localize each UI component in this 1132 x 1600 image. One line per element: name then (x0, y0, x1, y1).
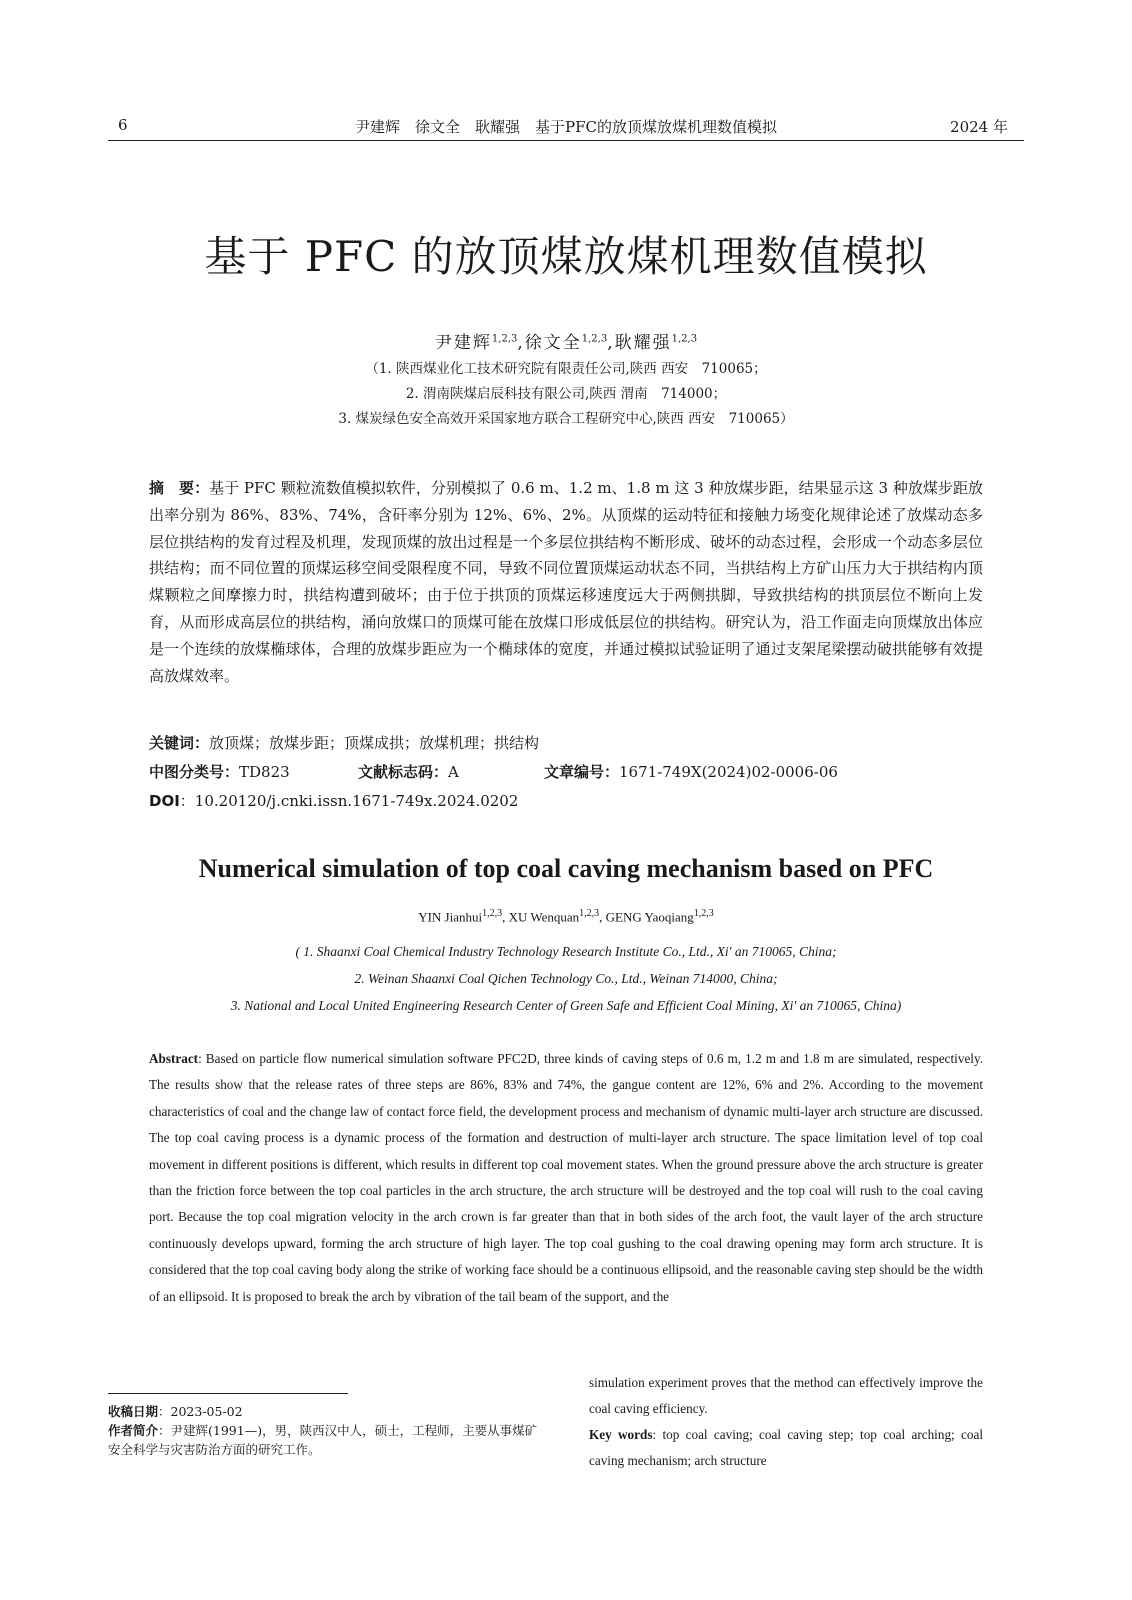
affiliation-en: ( 1. Shaanxi Coal Chemical Industry Technology Research Institute Co., Ltd., Xi' an 710065, China; (295, 944, 837, 959)
document-code: A (448, 763, 459, 781)
abstract-label-en: Abstract (149, 1051, 199, 1066)
author-list-cn: 尹建辉$^{1,2,3}$,徐文全$^{1,2,3}$,耿耀强$^{1,2,3}$ (434, 333, 698, 353)
abstract-text-en: : Based on particle flow numerical simulation software PFC2D, three kinds of caving steps of 0.6 m, 1.2 m and 1.8 m are simulated, respectively. The results show that the release rates of three steps are 86%, 83% and 74%, the gangue content are 12%, 6% and 2%. According to the movement characteristics of coal and the change law of contact force field, the development process and mechanism of dynamic multi-layer arch structure are discussed. The top coal caving process is a dynamic process of the formation and destruction of multi-layer arch structure. The space limitation level of top coal movement in different positions is different, which results in different top coal movement states. When the ground pressure above the arch structure is greater than the friction force between the top coal particles in the arch structure, the arch structure will be destroyed and the top coal will rush to the coal caving port. Because the top coal migration velocity in the arch crown is far greater than that in both sides of the arch foot, the vault layer of the arch structure continuously develops upward, forming the arch structure of high layer. The top coal gushing to the coal drawing opening may form arch structure. It is considered that the top coal caving body along the strike of working face should be a continuous ellipsoid, and the reasonable caving step should be the width of an ellipsoid. It is proposed to break the arch by vibration of the tail beam of the support, and the (149, 1051, 983, 1304)
author-name: YIN Jianhui (418, 909, 483, 925)
affiliation-en: 3. National and Local United Engineering Research Center of Green Safe and Efficient Coal Mining, Xi' an 710065, China) (230, 998, 902, 1013)
author-name: 尹建辉 (434, 333, 492, 353)
page-number: 6 (118, 116, 128, 134)
running-title: 尹建辉 徐文全 耿耀强 基于PFC的放顶煤放煤机理数值模拟 (355, 118, 777, 136)
keywords-en (589, 1422, 983, 1474)
affiliation-cn: 3. 煤炭绿色安全高效开采国家地方联合工程研究中心,陕西 西安 710065） (338, 411, 794, 427)
doi-label: DOI (149, 792, 180, 810)
affiliation-en: 2. Weinan Shaanxi Coal Qichen Technology Co., Ltd., Weinan 714000, China; (354, 971, 778, 986)
paper-title-en: Numerical simulation of top coal caving mechanism based on PFC (198, 854, 934, 883)
author-bio-label: 作者简介 (108, 1423, 159, 1438)
author-bio-text: ：尹建辉(1991—)，男，陕西汉中人，硕士，工程师，主要从事煤矿安全科学与灾害防治方面的研究工作。 (108, 1423, 538, 1457)
article-number: 1671-749X(2024)02-0006-06 (619, 763, 838, 781)
author-affiliation-mark: 1,2,3 (482, 908, 503, 919)
abstract-en (149, 1046, 983, 1310)
affiliation-cn: 2. 渭南陕煤启辰科技有限公司,陕西 渭南 714000； (405, 386, 727, 402)
keywords-label-cn: 关键词： (149, 734, 210, 752)
author-name: 耿耀强 (614, 333, 672, 353)
abstract-label-cn: 摘 要： (149, 479, 210, 497)
footnote-rule (108, 1393, 348, 1394)
abstract-cn (149, 475, 983, 689)
affiliation-cn: （1. 陕西煤业化工技术研究院有限责任公司,陕西 西安 710065； (365, 361, 767, 377)
author-affiliation-mark: 1,2,3 (671, 333, 698, 345)
author-name: GENG Yaoqiang (605, 909, 694, 925)
document-code-label: 文献标志码： (358, 763, 449, 781)
received-value: ：2023-05-02 (158, 1404, 243, 1419)
abstract-en-continuation: simulation experiment proves that the method can effectively improve the coal caving efficiency. (589, 1375, 983, 1417)
author-bio (108, 1421, 538, 1459)
clc-code: TD823 (239, 763, 290, 781)
classification-line (149, 761, 290, 782)
received-label: 收稿日期 (108, 1404, 159, 1419)
running-year: 2024 年 (950, 118, 1008, 136)
document-code-line (358, 761, 459, 782)
received-date (108, 1402, 538, 1421)
author-affiliation-mark: 1,2,3 (579, 908, 600, 919)
author-affiliation-mark: 1,2,3 (581, 333, 608, 345)
author-affiliation-mark: 1,2,3 (693, 908, 714, 919)
article-number-line (544, 761, 838, 782)
paper-title-cn: 基于 PFC 的放顶煤放煤机理数值模拟 (204, 232, 928, 281)
clc-label: 中图分类号： (149, 763, 240, 781)
author-affiliation-mark: 1,2,3 (491, 333, 518, 345)
doi-line (149, 790, 518, 811)
header-rule (108, 140, 1024, 141)
author-name: XU Wenquan (508, 909, 580, 925)
article-number-label: 文章编号： (544, 763, 620, 781)
keywords-text-en: : top coal caving; coal caving step; top coal arching; coal caving mechanism; arch structure (589, 1427, 983, 1468)
author-name: 徐文全 (524, 333, 582, 353)
author-list-en: YIN Jianhui$^{1,2,3}$, XU Wenquan$^{1,2,3}$, GENG Yaoqiang$^{1,2,3}$ (418, 908, 714, 925)
abstract-text-cn: 基于 PFC 颗粒流数值模拟软件，分别模拟了 0.6 m、1.2 m、1.8 m 这 3 种放煤步距，结果显示这 3 种放煤步距放出率分别为 86%、83%、74%，含矸率分别为 12%、6%、2%。从顶煤的运动特征和接触力场变化规律论述了放煤动态多层位拱结构的发育过程及机理，发现顶煤的放出过程是一个多层位拱结构不断形成、破坏的动态过程，会形成一个动态多层位拱结构；而不同位置的顶煤运移空间受限程度不同，导致不同位置顶煤运动状态不同，当拱结构上方矿山压力大于拱结构内顶煤颗粒之间摩擦力时，拱结构遭到破坏；由于位于拱顶的顶煤运移速度远大于两侧拱脚，导致拱结构的拱顶层位不断向上发育，从而形成高层位的拱结构，涌向放煤口的顶煤可能在放煤口形成低层位的拱结构。研究认为，沿工作面走向顶煤放出体应是一个连续的放煤椭球体，合理的放煤步距应为一个椭球体的宽度，并通过模拟试验证明了通过支架尾梁摆动破拱能够有效提高放煤效率。 (149, 479, 983, 685)
keywords-label-en: Key words (589, 1427, 653, 1442)
keywords-text-cn: 放顶煤；放煤步距；顶煤成拱；放煤机理；拱结构 (209, 734, 540, 752)
keywords-cn (149, 732, 539, 753)
doi-text: ：10.20120/j.cnki.issn.1671-749x.2024.0202 (179, 792, 519, 810)
